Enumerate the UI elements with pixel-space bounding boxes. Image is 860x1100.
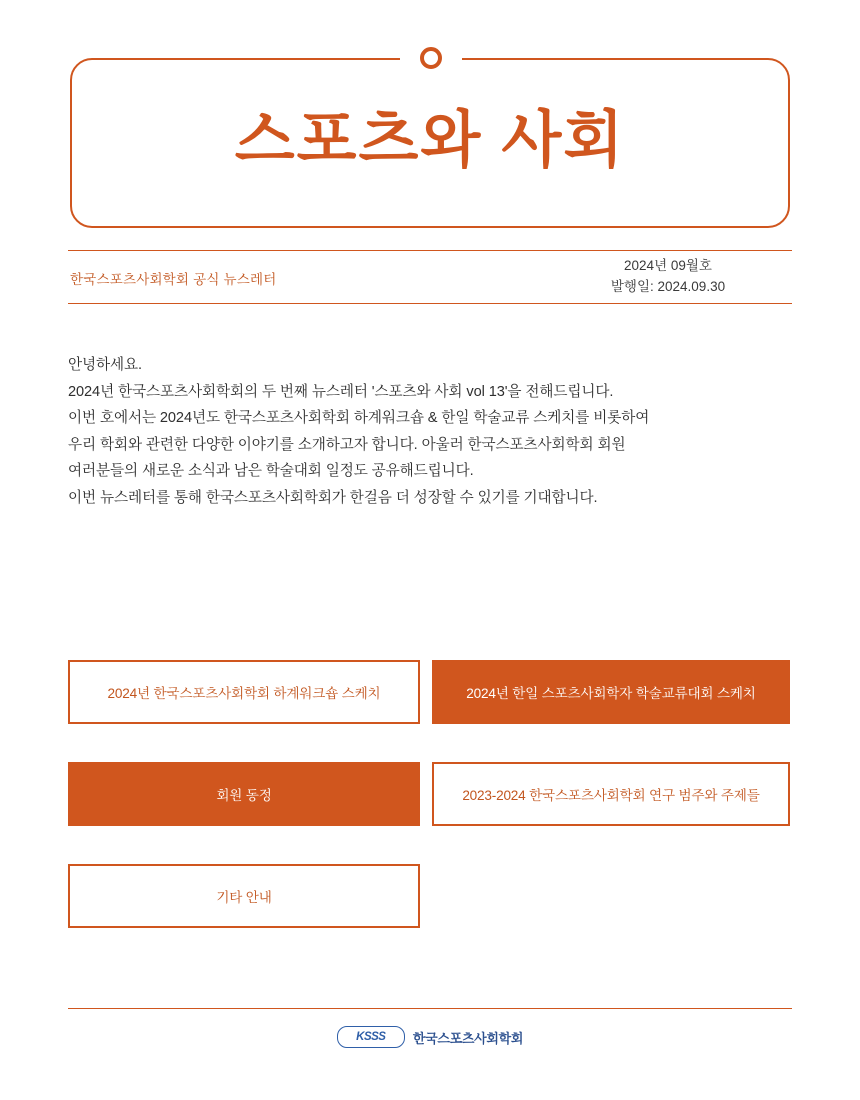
issue-info	[558, 256, 778, 298]
intro-paragraph	[68, 352, 798, 511]
section-links-row	[68, 660, 792, 724]
masthead	[70, 58, 790, 228]
publish-date: 발행일: 2024.09.30	[610, 278, 726, 294]
section-links	[68, 660, 792, 966]
intro-line: 이번 뉴스레터를 통해 한국스포츠사회학회가 한걸음 더 성장할 수 있기를 기대합니다.	[68, 489, 598, 506]
section-link-korea-japan-exchange[interactable]: 2024년 한일 스포츠사회학자 학술교류대회 스케치	[432, 660, 790, 724]
page-title: 스포츠와 사회	[234, 106, 626, 175]
circle-pin-icon	[420, 47, 442, 69]
footer-divider	[68, 1008, 792, 1009]
society-logo-icon: KSSS	[337, 1026, 405, 1048]
intro-line: 2024년 한국스포츠사회학회의 두 번째 뉴스레터 '스포츠와 사회 vol 13'을 전해드립니다.	[68, 383, 614, 400]
section-links-row	[68, 864, 792, 928]
intro-line: 안녕하세요.	[68, 357, 142, 373]
section-link-other-notices[interactable]: 기타 안내	[68, 864, 420, 928]
intro-line: 이번 호에서는 2024년도 한국스포츠사회학회 하계워크숍 & 한일 학술교류 스케치를 비롯하여	[68, 410, 650, 427]
intro-line: 여러분들의 새로운 소식과 남은 학술대회 일정도 공유해드립니다.	[68, 463, 474, 480]
issue-meta-bar	[68, 250, 792, 304]
footer-org-name: 한국스포츠사회학회	[412, 1030, 524, 1046]
section-links-row	[68, 762, 792, 826]
issue-number: 2024년 09월호	[624, 258, 712, 273]
section-link-member-news[interactable]: 회원 동정	[68, 762, 420, 826]
section-link-research-topics[interactable]: 2023-2024 한국스포츠사회학회 연구 범주와 주제들	[432, 762, 790, 826]
publisher-label: 한국스포츠사회학회 공식 뉴스레터	[70, 272, 277, 287]
intro-line: 우리 학회와 관련한 다양한 이야기를 소개하고자 합니다. 아울러 한국스포츠사회학회 회원	[68, 436, 626, 453]
footer	[0, 1026, 860, 1048]
section-link-summer-workshop[interactable]: 2024년 한국스포츠사회학회 하계워크숍 스케치	[68, 660, 420, 724]
